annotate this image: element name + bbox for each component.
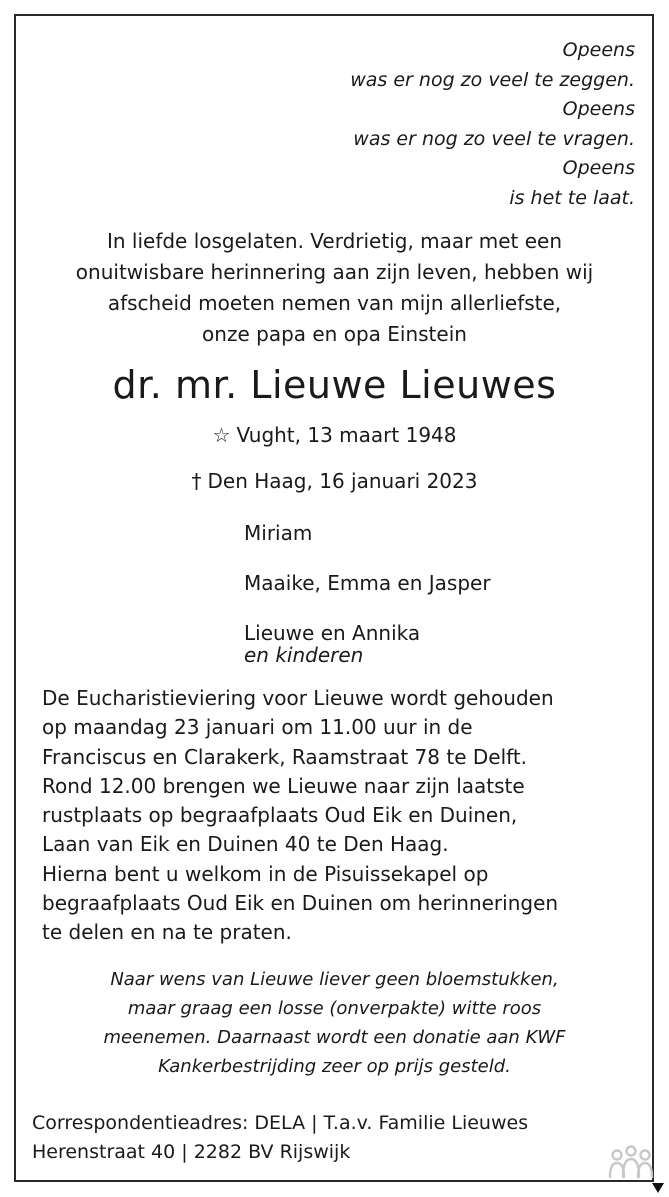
deceased-name: dr. mr. Lieuwe Lieuwes xyxy=(112,363,557,407)
note-line: meenemen. Daarnaast wordt een donatie aan KWF xyxy=(103,1027,566,1048)
dagger-icon: † xyxy=(191,469,202,493)
family-member: Miriam xyxy=(244,521,313,545)
flowers-note xyxy=(0,965,669,1081)
note-line: Kankerbestrijding zeer op prijs gesteld. xyxy=(158,1056,511,1077)
service-details xyxy=(42,684,642,948)
correspondence-address xyxy=(32,1109,528,1167)
note-line: maar graag een losse (onverpakte) witte roos xyxy=(127,998,542,1019)
service-line: Rond 12.00 brengen we Lieuwe naar zijn laatste xyxy=(42,773,525,798)
service-line: Hierna bent u welkom in de Pisuissekapel op xyxy=(42,861,489,886)
poem-line: was er nog zo veel te zeggen. xyxy=(350,68,635,91)
family-kinderen: en kinderen xyxy=(244,643,364,667)
people-logo-icon xyxy=(607,1143,655,1181)
poem xyxy=(350,36,635,213)
poem-line: is het te laat. xyxy=(509,186,635,209)
service-line: te delen en na te praten. xyxy=(42,920,292,945)
arrow-down-icon[interactable] xyxy=(651,1181,665,1195)
birth-date: Vught, 13 maart 1948 xyxy=(236,423,457,447)
note-line: Naar wens van Lieuwe liever geen bloemstukken, xyxy=(110,969,559,990)
family-list xyxy=(244,520,491,666)
intro-line: onuitwisbare herinnering aan zijn leven, hebben wij xyxy=(75,260,594,284)
intro-line: afscheid moeten nemen van mijn allerliefste, xyxy=(107,291,562,315)
birth-info xyxy=(0,421,669,449)
poem-line: Opeens xyxy=(562,39,635,61)
service-line: De Eucharistieviering voor Lieuwe wordt gehouden xyxy=(42,686,554,710)
poem-line: Opeens xyxy=(562,157,635,179)
address-line: Correspondentieadres: DELA | T.a.v. Familie Lieuwes xyxy=(32,1112,529,1134)
intro-line: In liefde losgelaten. Verdrietig, maar met een xyxy=(106,229,563,253)
poem-line: Opeens xyxy=(562,98,635,120)
service-line: begraafplaats Oud Eik en Duinen om herinneringen xyxy=(42,891,559,916)
death-date: Den Haag, 16 januari 2023 xyxy=(207,469,478,493)
star-icon: ☆ xyxy=(212,423,231,447)
intro-text xyxy=(0,226,669,350)
poem-line: was er nog zo veel te vragen. xyxy=(353,127,635,150)
family-member: Lieuwe en Annika xyxy=(244,621,421,645)
service-line: op maandag 23 januari om 11.00 uur in de xyxy=(42,715,473,740)
address-line: Herenstraat 40 | 2282 BV Rijswijk xyxy=(32,1141,351,1163)
intro-line: onze papa en opa Einstein xyxy=(202,322,467,346)
service-line: Laan van Eik en Duinen 40 te Den Haag. xyxy=(42,832,449,857)
death-info xyxy=(0,467,669,495)
service-line: rustplaats op begraafplaats Oud Eik en Duinen, xyxy=(42,803,518,828)
service-line: Franciscus en Clarakerk, Raamstraat 78 te Delft. xyxy=(42,744,528,769)
family-member: Maaike, Emma en Jasper xyxy=(244,571,491,595)
